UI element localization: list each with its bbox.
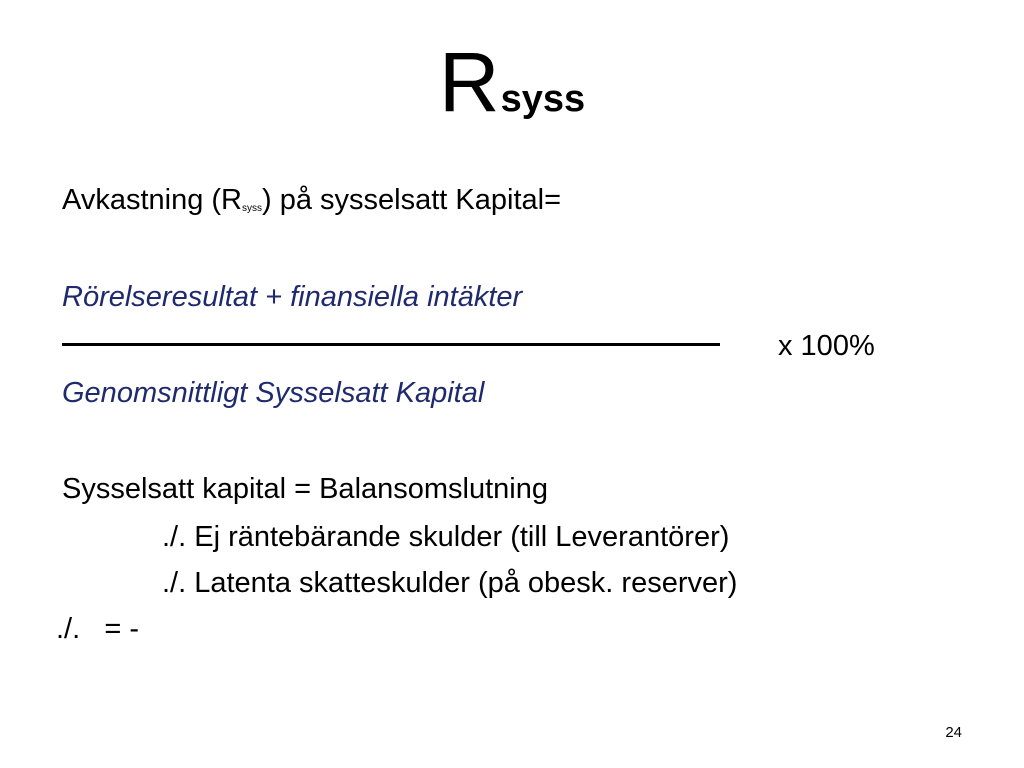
- formula-denominator: Genomsnittligt Sysselsatt Kapital: [62, 377, 485, 409]
- title-main: R: [438, 35, 499, 129]
- definition-suffix: ) på sysselsatt Kapital=: [262, 184, 562, 216]
- title-subscript: syss: [500, 78, 586, 120]
- capital-line-2: ./. Ej räntebärande skulder (till Leverantörer): [162, 521, 730, 553]
- fraction-bar: [62, 343, 720, 346]
- capital-line-4: ./. = -: [56, 613, 139, 645]
- definition-subscript: syss: [242, 203, 262, 214]
- slide-title: [0, 35, 1024, 129]
- formula-multiplier: x 100%: [778, 330, 875, 362]
- formula-numerator: Rörelseresultat + finansiella intäkter: [62, 281, 523, 313]
- page-number: 24: [945, 724, 962, 741]
- capital-line-1: Sysselsatt kapital = Balansomslutning: [62, 473, 549, 505]
- definition-line: [62, 183, 561, 226]
- definition-prefix: Avkastning (R: [62, 184, 242, 216]
- capital-line-3: ./. Latenta skatteskulder (på obesk. reserver): [162, 567, 738, 599]
